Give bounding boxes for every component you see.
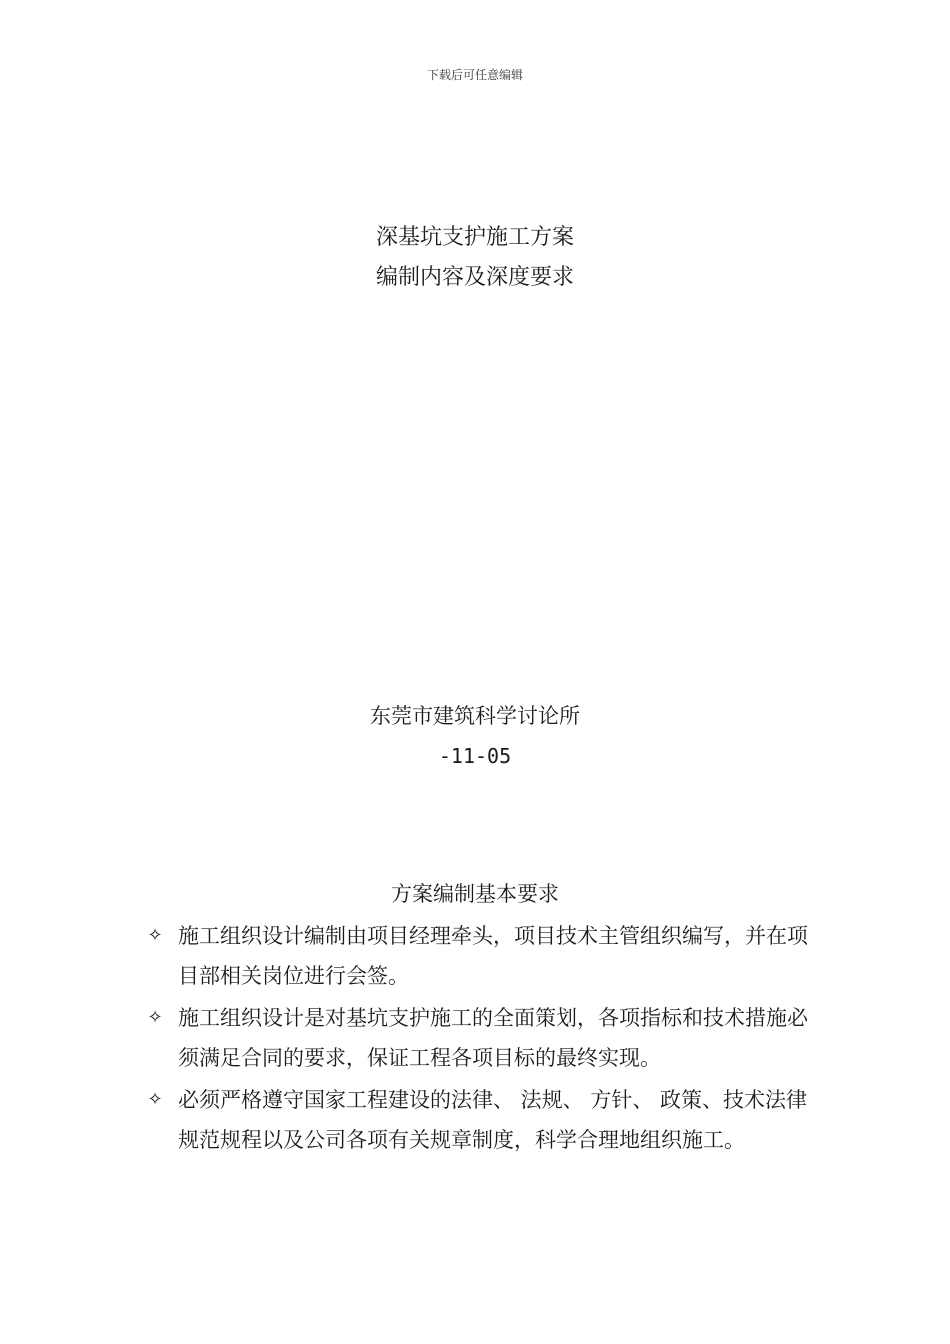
four-pointed-star-icon: ✧: [147, 925, 163, 946]
four-pointed-star-icon: ✧: [147, 1089, 163, 1110]
header-note: 下载后可任意编辑: [426, 68, 523, 82]
title-line-2: 编制内容及深度要求: [375, 265, 574, 290]
list-item-text: 施工组织设计是对基坑支护施工的全面策划，各项指标和技术措施必须满足合同的要求，保证工程各项目标的最终实现。: [178, 1006, 808, 1070]
document-title: [0, 218, 950, 298]
list-item: [144, 998, 812, 1078]
four-pointed-star-icon: ✧: [147, 1007, 163, 1028]
list-item-text: 施工组织设计编制由项目经理牵头，项目技术主管组织编写，并在项目部相关岗位进行会签。: [178, 924, 808, 988]
organization-name: 东莞市建筑科学讨论所: [370, 704, 580, 728]
title-line-1: 深基坑支护施工方案: [375, 225, 574, 250]
document-date: -11-05: [438, 744, 512, 768]
list-item: [144, 1080, 812, 1160]
section-title: 方案编制基本要求: [391, 882, 559, 906]
organization-block: [0, 696, 950, 776]
list-item: [144, 916, 812, 996]
list-item-text: 必须严格遵守国家工程建设的法律、 法规、 方针、 政策、技术法律规范规程以及公司各项有关规章制度，科学合理地组织施工。: [178, 1088, 808, 1152]
requirements-list: [144, 916, 812, 1162]
